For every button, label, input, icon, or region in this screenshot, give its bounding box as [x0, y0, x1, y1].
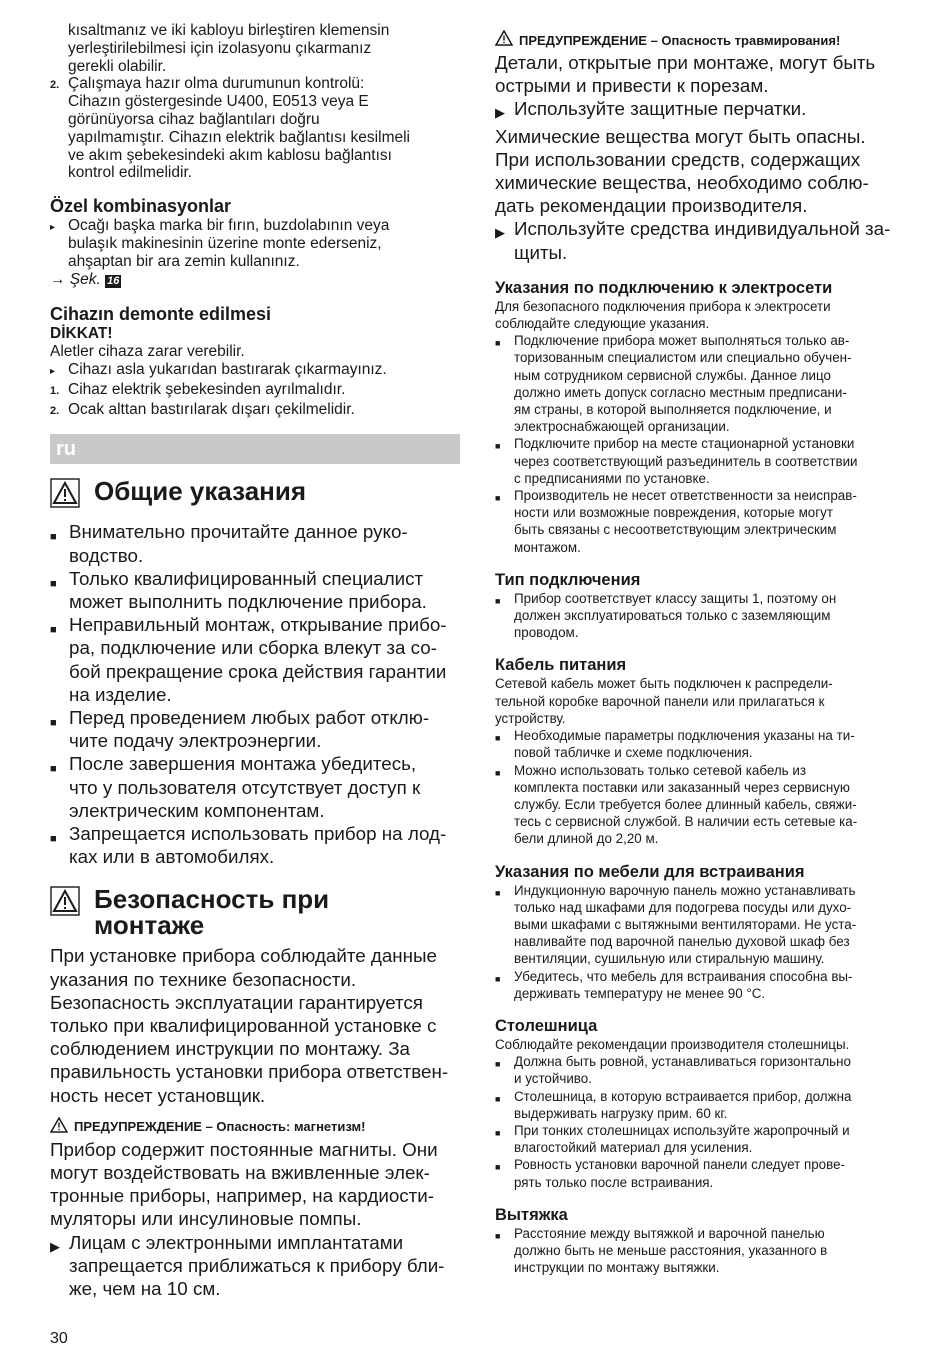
text-line: gerekli olabilir.	[68, 57, 167, 75]
text-line: муляторы или инсулиновые помпы.	[50, 1208, 362, 1230]
text-line: электроснабжающей организации.	[514, 419, 730, 435]
text-line: рять только после встраивания.	[514, 1174, 714, 1190]
text-line: Подключите прибор на месте стационарной установки	[514, 436, 855, 452]
square-bullet-icon: ■	[495, 887, 501, 898]
text-line: на изделие.	[69, 683, 172, 705]
worktop-list	[495, 1053, 905, 1191]
text-line: только над шкафами для подогрева посуды или духо-	[514, 899, 852, 915]
instruction-text	[514, 217, 890, 263]
electrical-heading: Указания по подключению к электросети	[495, 278, 833, 297]
special-bullet	[50, 217, 460, 270]
text-line: службу. Если требуется более длинный кабель, свяжи-	[514, 796, 857, 812]
list-item	[50, 822, 460, 868]
text-line: ра, подключение или сборка влекут за со-	[69, 637, 437, 659]
step-number: 1.	[50, 384, 60, 397]
list-item-text	[69, 520, 408, 566]
text-line: Необходимые параметры подключения указаны на ти-	[514, 728, 855, 744]
text-line: выми шкафами с вытяжными вентиляторами. Не уста-	[514, 916, 857, 932]
square-bullet-icon: ■	[50, 832, 57, 845]
magnet-paragraph	[50, 1138, 460, 1231]
square-bullet-icon: ■	[495, 767, 501, 778]
step-number: 2.	[50, 404, 60, 417]
text-line: водство.	[69, 544, 144, 566]
square-bullet-icon: ■	[495, 733, 501, 744]
figure-reference	[50, 271, 460, 289]
text-line: Можно использовать только сетевой кабель из	[514, 762, 806, 778]
demount-step-2	[50, 401, 460, 421]
text-line: правильность установки прибора ответствен-	[50, 1061, 449, 1083]
list-item	[495, 487, 905, 556]
square-bullet-icon: ■	[50, 624, 57, 637]
list-item-text	[514, 762, 857, 848]
text-line: kısaltmanız ve iki kabloyu birleştiren klemensin	[68, 22, 390, 39]
caution-text: Aletler cihaza zarar verebilir.	[50, 343, 245, 361]
warning-triangle-icon	[495, 30, 513, 51]
step-text: Ocak alttan bastırılarak dışarı çekilmelidir.	[68, 400, 355, 418]
list-item	[495, 1088, 905, 1122]
text-line: ках или в автомобилях.	[69, 846, 275, 868]
text-line: Прибор содержит постоянные магниты. Они	[50, 1138, 438, 1160]
list-item-text	[514, 1225, 827, 1277]
list-item	[495, 762, 905, 848]
safety-paragraph	[50, 944, 460, 1106]
step-text: Cihaz elektrik şebekesinden ayrılmalıdır.	[68, 380, 346, 398]
square-bullet-icon: ■	[50, 577, 57, 590]
list-item-text	[514, 727, 855, 761]
text-line: может выполнить подключение прибора.	[69, 590, 427, 612]
warning-text: ПРЕДУПРЕЖДЕНИЕ – Опасность: магнетизм!	[74, 1119, 366, 1135]
square-bullet-icon: ■	[495, 493, 501, 504]
heading-line: Безопасность при	[94, 884, 330, 915]
text-line: Перед проведением любых работ отклю-	[69, 706, 430, 728]
warning-text: ПРЕДУПРЕЖДЕНИЕ – Опасность травмирования!	[519, 32, 841, 48]
hood-list	[495, 1225, 905, 1277]
text-line: Сетевой кабель может быть подключен к распредели-	[495, 676, 833, 692]
text-line: комплекта поставки или заказанный через сервисную	[514, 779, 850, 795]
warning-triangle-icon	[50, 1117, 68, 1138]
heading-text	[94, 884, 330, 941]
arrow-bullet-icon: ▶	[50, 1238, 60, 1254]
text-line: тесь с сервисной службой. В наличии есть сетевые ка-	[514, 814, 858, 830]
list-item-text	[69, 567, 427, 613]
text-line: ности или возможные повреждения, которые могут	[514, 505, 833, 521]
text-line: и устойчиво.	[514, 1071, 592, 1087]
square-bullet-icon: ■	[495, 338, 501, 349]
chemicals-paragraph	[495, 125, 905, 218]
injury-paragraph	[495, 51, 905, 97]
text-line: дать рекомендации производителя.	[495, 195, 808, 217]
text-line: Ocağı başka marka bir fırın, buzdolabının veya	[68, 217, 390, 235]
text-line: острыми и привести к порезам.	[495, 75, 769, 97]
square-bullet-icon: ■	[50, 716, 57, 729]
list-item-text	[514, 590, 836, 642]
list-item	[50, 752, 460, 822]
text-line: ahşaptan bir ara zemin kullanınız.	[68, 252, 300, 270]
text-line: После завершения монтажа убедитесь,	[69, 753, 417, 775]
text-line: Индукционную варочную панель можно устанавливать	[514, 882, 856, 898]
text-line: тельной коробке варочной панели или прилагаться к	[495, 693, 825, 709]
text-line: ность несет установщик.	[50, 1084, 266, 1106]
square-bullet-icon: ■	[495, 1059, 501, 1070]
language-bar: ru	[50, 434, 460, 464]
electrical-paragraph	[495, 298, 905, 332]
text-line: проводом.	[514, 625, 579, 641]
list-item-text	[514, 332, 852, 435]
text-line: соблюдайте следующие указания.	[495, 316, 710, 332]
magnet-instruction	[50, 1231, 460, 1301]
demount-heading: Cihazın demonte edilmesi	[50, 304, 272, 325]
text-line: быть связаны с несоответствующим электрическим	[514, 522, 837, 538]
warning-triangle-icon	[50, 478, 94, 512]
warning-triangle-icon	[50, 886, 94, 920]
caution-label: DİKKAT!	[50, 325, 113, 343]
special-heading: Özel kombinasyonlar	[50, 196, 232, 217]
list-item	[495, 968, 905, 1002]
list-item-text	[514, 882, 856, 968]
text-line: Лицам с электронными имплантатами	[69, 1231, 404, 1253]
text-line: При тонких столешницах используйте жаропрочный и	[514, 1122, 850, 1138]
list-item	[495, 1225, 905, 1277]
text-line: должно быть не меньше расстояния, указанного в	[514, 1242, 828, 1258]
text-line: торизованным специалистом или специально обучен-	[514, 350, 852, 366]
text-line: могут воздействовать на вживленные элек-	[50, 1162, 430, 1184]
text-line: Запрещается использовать прибор на лод-	[69, 822, 447, 844]
connection-type-list	[495, 590, 905, 642]
square-bullet-icon: ■	[495, 595, 501, 606]
text-line: ям страны, в которой выполняется подключение, и	[514, 402, 832, 418]
text-line: что у пользователя отсутствует доступ к	[69, 776, 421, 798]
triangle-bullet-icon: ▸	[50, 222, 56, 234]
list-item	[50, 706, 460, 752]
text-line: через соответствующий разъединитель в соответствии	[514, 453, 858, 469]
square-bullet-icon: ■	[495, 1093, 501, 1104]
safety-heading	[50, 884, 460, 941]
tr-step-2	[50, 75, 460, 182]
injury-warning	[495, 30, 905, 51]
power-cable-list	[495, 727, 905, 847]
text-line: ve akım şebekesindeki akım kablosu bağlantısı	[68, 146, 392, 164]
square-bullet-icon: ■	[495, 973, 501, 984]
list-item	[50, 520, 460, 566]
text-line: держивать температуру не менее 90 °C.	[514, 985, 766, 1001]
hood-heading: Вытяжка	[495, 1205, 568, 1224]
text-line: Столешница, в которую встраивается прибор, должна	[514, 1088, 852, 1104]
square-bullet-icon: ■	[50, 763, 57, 776]
page-number: 30	[50, 1330, 68, 1347]
text-line: Детали, открытые при монтаже, могут быть	[495, 52, 876, 73]
bullet-text	[68, 217, 389, 270]
worktop-paragraph	[495, 1036, 905, 1053]
text-line: электрическим компонентам.	[69, 799, 325, 821]
list-item	[50, 613, 460, 706]
list-item-text	[514, 1156, 845, 1190]
text-line: влагостойкий материал для усиления.	[514, 1140, 753, 1156]
arrow-bullet-icon: ▶	[495, 225, 505, 241]
text-line: При использовании средств, содержащих	[495, 148, 861, 170]
furniture-heading: Указания по мебели для встраивания	[495, 862, 805, 881]
list-item-text	[69, 752, 420, 822]
right-column	[495, 30, 905, 1276]
general-list	[50, 520, 460, 868]
text-line: Должна быть ровной, устанавливаться горизонтально	[514, 1054, 851, 1070]
square-bullet-icon: ■	[495, 1230, 501, 1241]
heading-text: Общие указания	[94, 476, 307, 507]
ppe-instruction	[495, 217, 905, 263]
list-item	[495, 435, 905, 487]
text-line: тронные приборы, например, на кардиости-	[50, 1185, 435, 1207]
triangle-bullet-icon: ▸	[50, 365, 56, 377]
demount-step-1	[50, 381, 460, 401]
text-line: щиты.	[514, 241, 568, 263]
instruction-text	[514, 97, 806, 124]
text-line: Соблюдайте рекомендации производителя столешницы.	[495, 1036, 850, 1052]
square-bullet-icon: ■	[495, 441, 501, 452]
text-line: Только квалифицированный специалист	[69, 567, 424, 589]
text-line: yapılmamıştır. Cihazın elektrik bağlantısı kesilmeli	[68, 128, 410, 146]
text-line: выдерживать нагрузку прим. 60 кг.	[514, 1105, 728, 1121]
text-line: навливайте под варочной панелью духовой шкаф без	[514, 934, 850, 950]
text-line: Безопасность эксплуатации гарантируется	[50, 991, 423, 1013]
general-heading	[50, 478, 460, 512]
furniture-list	[495, 882, 905, 1002]
text-line: только при квалифицированной установке с	[50, 1015, 437, 1036]
worktop-heading: Столешница	[495, 1016, 598, 1035]
text-line: монтажом.	[514, 539, 581, 555]
text-line: görünüyorsa cihaz bağlantıları doğru	[68, 110, 320, 128]
text-line: Убедитесь, что мебель для встраивания способна вы-	[514, 968, 853, 984]
text-line: Подключение прибора может выполняться только ав-	[514, 333, 850, 349]
figref-text: → Şek.	[50, 270, 101, 288]
list-item-text	[69, 613, 447, 706]
list-item	[495, 882, 905, 968]
instruction-text	[69, 1231, 444, 1301]
demount-bullet	[50, 361, 460, 381]
text-line: чите подачу электроэнергии.	[69, 730, 322, 752]
text-line: должно иметь допуск согласно местным предписани-	[514, 384, 847, 400]
text-line: Производитель не несет ответственности за неисправ-	[514, 488, 857, 504]
list-item-text	[514, 1053, 851, 1087]
text-line: kontrol edilmelidir.	[68, 164, 193, 182]
text-line: бой прекращение срока действия гарантии	[69, 660, 447, 682]
square-bullet-icon: ■	[50, 531, 57, 544]
text-line: Ровность установки варочной панели следует прове-	[514, 1157, 845, 1173]
bullet-text: Cihazı asla yukarıdan bastırarak çıkarmayınız.	[68, 360, 387, 378]
text-line: Используйте средства индивидуальной за-	[514, 218, 891, 240]
text-line: Для безопасного подключения прибора к электросети	[495, 298, 831, 314]
list-item	[495, 1122, 905, 1156]
power-cable-paragraph	[495, 675, 905, 727]
list-item-text	[69, 706, 429, 752]
list-item	[495, 727, 905, 761]
list-item	[495, 590, 905, 642]
figure-tag: 16	[107, 274, 120, 287]
text-line: Химические вещества могут быть опасны.	[495, 125, 866, 147]
text-line: ным сотрудником сервисной службы. Данное лицо	[514, 367, 831, 383]
text-line: запрещается приближаться к прибору бли-	[69, 1254, 445, 1276]
heading-line: монтаже	[94, 910, 205, 941]
tr-intro	[50, 22, 460, 75]
list-item-text	[514, 487, 857, 556]
text-line: бели длиной до 2,20 м.	[514, 831, 659, 847]
text-line: При установке прибора соблюдайте данные	[50, 945, 437, 967]
gloves-instruction	[495, 97, 905, 124]
list-item-text	[514, 968, 853, 1002]
text-line: устройству.	[495, 710, 566, 726]
square-bullet-icon: ■	[495, 1162, 501, 1173]
text-line: Прибор соответствует классу защиты 1, поэтому он	[514, 590, 837, 606]
list-item-text	[514, 1122, 850, 1156]
text-line: yerleştirilebilmesi için izolasyonu çıkarmanız	[68, 39, 372, 57]
step-text	[68, 75, 410, 182]
magnet-warning	[50, 1117, 460, 1138]
step-number: 2.	[50, 79, 60, 92]
text-line: должен эксплуатироваться только с заземляющим	[514, 608, 831, 624]
text-line: же, чем на 10 см.	[69, 1278, 221, 1300]
text-line: Внимательно прочитайте данное руко-	[69, 521, 408, 543]
list-item	[495, 1053, 905, 1087]
text-line: Çalışmaya hazır olma durumunun kontrolü:	[68, 75, 365, 93]
text-line: Неправильный монтаж, открывание прибо-	[69, 614, 447, 636]
text-line: Cihazın göstergesinde U400, E0513 veya E	[68, 93, 369, 111]
list-item	[495, 332, 905, 435]
arrow-bullet-icon: ▶	[495, 105, 505, 121]
list-item-text	[69, 822, 446, 868]
text-line: указания по технике безопасности.	[50, 968, 357, 990]
list-item-text	[514, 435, 858, 487]
text-line: с предписаниями по установке.	[514, 470, 710, 486]
list-item	[50, 567, 460, 613]
connection-type-heading: Тип подключения	[495, 570, 641, 589]
square-bullet-icon: ■	[495, 1127, 501, 1138]
power-cable-heading: Кабель питания	[495, 656, 627, 675]
text-line: bulaşık makinesinin üzerine monte ederseniz,	[68, 234, 382, 252]
list-item	[495, 1156, 905, 1190]
text-line: вентиляции, сушильную или стиральную машину.	[514, 951, 825, 967]
text-line: инструкции по монтажу вытяжки.	[514, 1260, 720, 1276]
text-line: соблюдением инструкции по монтажу. За	[50, 1038, 410, 1060]
left-column	[50, 22, 460, 1300]
text-line: Используйте защитные перчатки.	[514, 98, 807, 120]
text-line: химические вещества, необходимо соблю-	[495, 172, 869, 194]
text-line: Расстояние между вытяжкой и варочной панелью	[514, 1225, 825, 1241]
list-item-text	[514, 1088, 851, 1122]
text-line: повой табличке и схеме подключения.	[514, 745, 753, 761]
electrical-list	[495, 332, 905, 556]
